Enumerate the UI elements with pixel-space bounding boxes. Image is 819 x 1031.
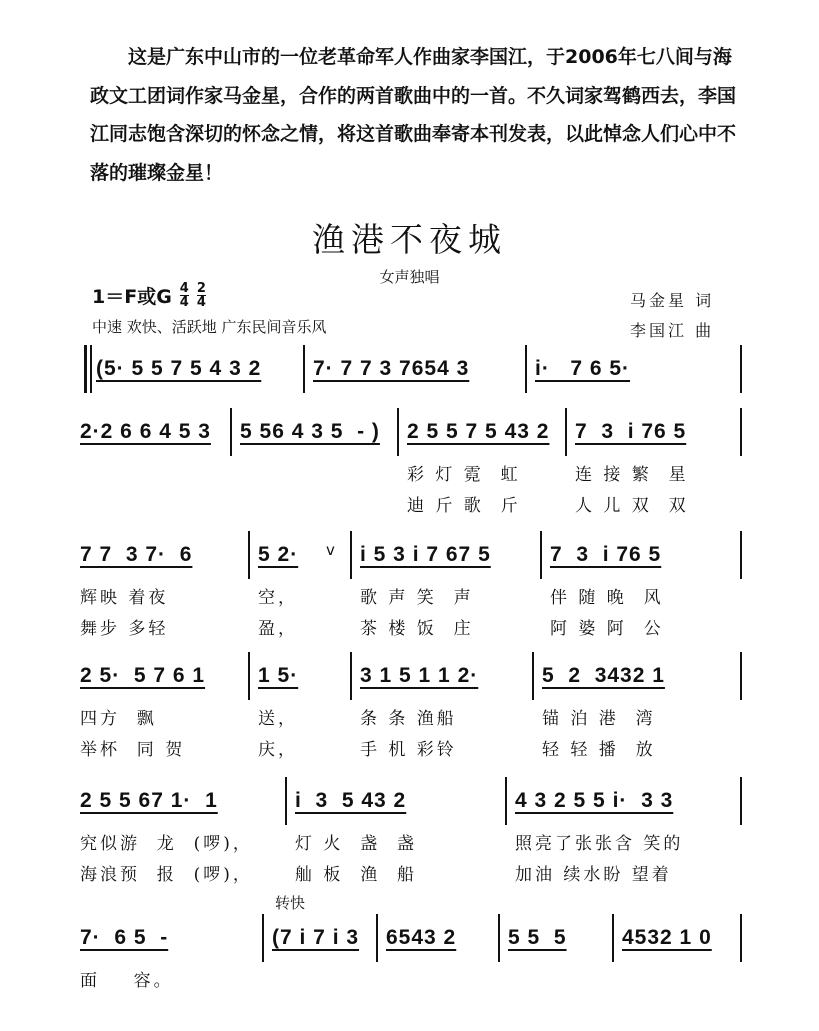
- barline: [740, 914, 742, 962]
- tempo-change-marking: 转快: [275, 894, 306, 912]
- time-signature-2: [197, 282, 206, 309]
- repeat-start-barline: [84, 345, 87, 393]
- lyric-2: 盈，: [258, 619, 298, 639]
- song-title: 渔港不夜城: [312, 220, 507, 259]
- measure: (5· 5 5 7 5 4 3 2: [96, 357, 262, 380]
- lyric-2: 手 机 彩铃: [360, 740, 457, 760]
- intro-text: 这是广东中山市的一位老革命军人作曲家李国江，于2006年七八间与海政文工团词作家马金星，合作的两首歌曲中的一首。不久词家驾鹤西去，李国江同志饱含深切的怀念之情，将这首歌曲奉寄本刊发表，以此悼念人们心中不落的璀璨金星！: [90, 46, 737, 184]
- lyric-2: 茶 楼 饭 庄: [360, 619, 474, 639]
- barline: [397, 408, 399, 456]
- score-row: [0, 541, 819, 639]
- barline: [285, 777, 287, 825]
- barline: [248, 531, 250, 579]
- barline: [505, 777, 507, 825]
- measure: 5 5 5: [508, 926, 567, 949]
- score-row: [0, 357, 819, 397]
- barline: [740, 652, 742, 700]
- measure: 4 3 2 5 5 i· 3 3: [515, 789, 674, 812]
- score-row: [0, 664, 819, 760]
- measure: 5 56 4 3 5 - ): [240, 420, 380, 443]
- barline: [740, 408, 742, 456]
- barline: [248, 652, 250, 700]
- time-sig-bottom: 4: [179, 295, 189, 310]
- score-row: [0, 420, 819, 516]
- barline: [230, 408, 232, 456]
- breath-mark: v: [326, 541, 335, 559]
- measure: 5 2 3432 1: [542, 664, 665, 687]
- lyric-1: 四方 飘: [80, 709, 157, 729]
- measure: 7· 7 7 3 7654 3: [313, 357, 470, 380]
- measure: (7 i 7 i 3: [272, 926, 360, 949]
- measure: 6543 2: [386, 926, 457, 949]
- intro-paragraph: [90, 38, 740, 192]
- composer-credit: 李国江 曲: [630, 321, 715, 340]
- measure: i· 7 6 5·: [535, 357, 631, 380]
- measure: 2 5· 5 7 6 1: [80, 664, 206, 687]
- barline: [303, 345, 305, 393]
- time-sig-top: 2: [196, 281, 206, 296]
- lyric-2: 舢 板 渔 船: [295, 865, 418, 885]
- lyric-2: 阿 婆 阿 公: [550, 619, 664, 639]
- barline: [498, 914, 500, 962]
- lyric-1: 辉映 着夜: [80, 588, 169, 608]
- lyric-2: 轻 轻 播 放: [542, 740, 656, 760]
- lyric-2: 舞步 多轻: [80, 619, 169, 639]
- lyric-1: 连 接 繁 星: [575, 465, 689, 485]
- lyric-1: 锚 泊 港 湾: [542, 709, 656, 729]
- measure: 2 5 5 67 1· 1: [80, 789, 218, 812]
- barline: [525, 345, 527, 393]
- barline: [612, 914, 614, 962]
- time-sig-bottom: 4: [196, 295, 206, 310]
- barline: [565, 408, 567, 456]
- measure: 4532 1 0: [622, 926, 712, 949]
- lyric-1: 条 条 渔船: [360, 709, 457, 729]
- time-signature-1: [180, 282, 189, 309]
- lyric-2: 举杯 同 贺: [80, 740, 186, 760]
- lyricist-credit: 马金星 词: [630, 291, 715, 310]
- measure: 5 2·: [258, 543, 299, 566]
- score-row: [0, 894, 819, 991]
- barline: [740, 777, 742, 825]
- barline: [262, 914, 264, 962]
- measure: 7 3 i 76 5: [575, 420, 687, 443]
- lyric-1: 照亮了张张含 笑的: [515, 834, 684, 854]
- lyric-2: 人 儿 双 双: [575, 496, 689, 516]
- barline: [90, 345, 92, 393]
- time-sig-top: 4: [179, 281, 189, 296]
- barline: [540, 531, 542, 579]
- key-signature: [92, 282, 206, 309]
- barline: [350, 531, 352, 579]
- lyric-1: 空，: [258, 588, 298, 608]
- measure: 7 7 3 7· 6: [80, 543, 193, 566]
- lyric-2: 庆，: [258, 740, 298, 760]
- measure: 7· 6 5 -: [80, 926, 169, 949]
- measure: 2·2 6 6 4 5 3: [80, 420, 211, 443]
- lyric-1: 面 容。: [80, 971, 174, 991]
- barline: [350, 652, 352, 700]
- measure: i 5 3 i 7 67 5: [360, 543, 491, 566]
- lyric-1: 究似游 龙 (啰)，: [80, 834, 253, 854]
- lyric-1: 送，: [258, 709, 298, 729]
- barline: [376, 914, 378, 962]
- score-row: [0, 789, 819, 885]
- barline: [532, 652, 534, 700]
- lyric-1: 彩 灯 霓 虹: [407, 465, 521, 485]
- tempo-marking: 中速 欢快、活跃地 广东民间音乐风: [92, 318, 327, 336]
- key-label: 1＝F或G: [92, 286, 172, 308]
- lyric-1: 歌 声 笑 声: [360, 588, 474, 608]
- measure: 7 3 i 76 5: [550, 543, 662, 566]
- measure: i 3 5 43 2: [295, 789, 407, 812]
- lyric-1: 伴 随 晚 风: [550, 588, 664, 608]
- lyric-2: 加油 续水盼 望着: [515, 865, 672, 885]
- lyric-2: 迪 斤 歌 斤: [407, 496, 521, 516]
- barline: [740, 345, 742, 393]
- lyric-2: 海浪预 报 (啰)，: [80, 865, 253, 885]
- lyric-1: 灯 火 盏 盏: [295, 834, 418, 854]
- measure: 3 1 5 1 1 2·: [360, 664, 479, 687]
- measure: 2 5 5 7 5 43 2: [407, 420, 550, 443]
- barline: [740, 531, 742, 579]
- song-subtitle: 女声独唱: [379, 268, 440, 286]
- measure: 1 5·: [258, 664, 299, 687]
